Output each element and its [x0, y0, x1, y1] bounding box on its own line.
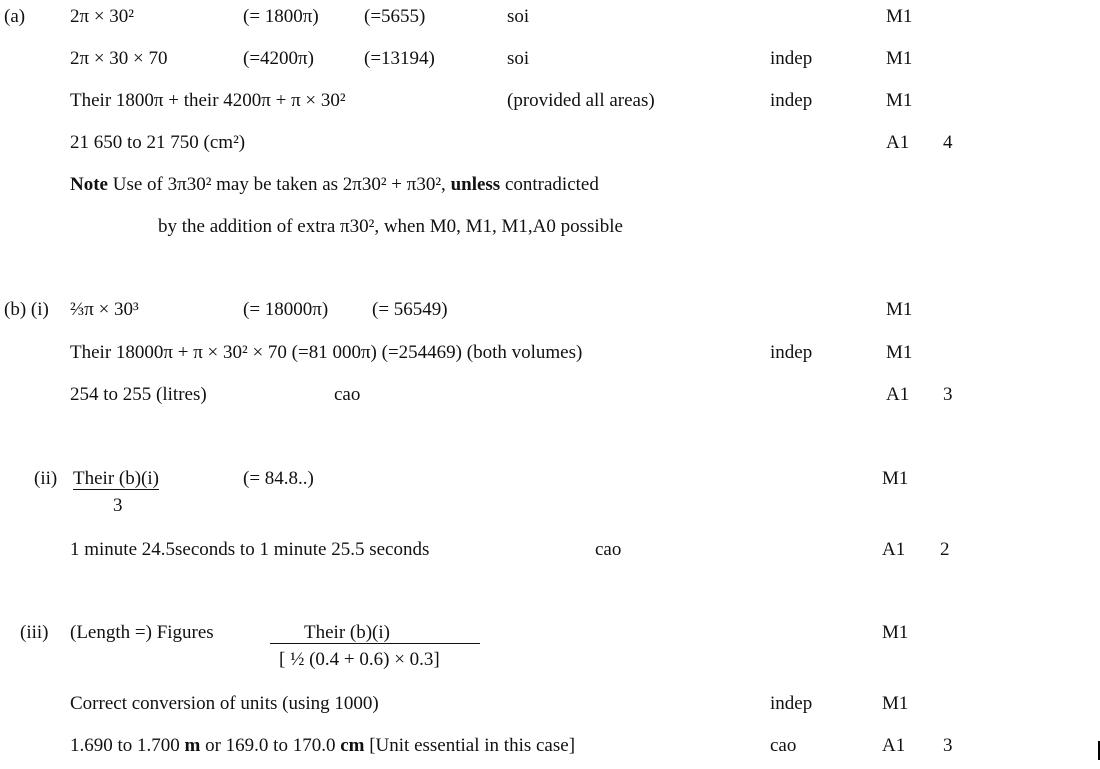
- bii-denominator: 3: [113, 495, 123, 516]
- part-a-label: (a): [4, 6, 26, 27]
- a-row1-note: soi: [507, 6, 530, 27]
- a-row2-mark: M1: [886, 48, 913, 69]
- a-row2-val2: (=13194): [364, 48, 435, 69]
- biii-row2-condition: indep: [770, 693, 813, 714]
- note-text-1: Use of 3π30² may be taken as 2π30² + π30²,: [107, 174, 451, 195]
- bii-numerator: Their (b)(i): [73, 468, 159, 489]
- bi-row2-condition: indep: [770, 342, 813, 363]
- biii-total-marks: 3: [943, 735, 953, 756]
- bii-note: cao: [595, 539, 622, 560]
- bii-total-marks: 2: [940, 539, 950, 560]
- a-note-line1: [70, 175, 599, 194]
- a-row3-expr: Their 1800π + their 4200π + π × 30²: [70, 90, 346, 111]
- a-row3-mark: M1: [886, 90, 913, 111]
- bi-row1-expr: ⅔π × 30³: [70, 299, 139, 320]
- a-row3-note: (provided all areas): [507, 90, 655, 111]
- bi-row1-mark: M1: [886, 299, 913, 320]
- a-row1-val2: (=5655): [364, 6, 426, 27]
- bii-answer-mark: A1: [882, 539, 906, 560]
- biii-row3-mark: A1: [882, 735, 906, 756]
- a-total-marks: 4: [943, 132, 953, 153]
- a-row1-val1: (= 1800π): [243, 6, 319, 27]
- unit-cm: cm: [340, 735, 365, 756]
- biii-unit-note: [Unit essential in this case]: [364, 735, 576, 756]
- unit-m: m: [184, 735, 201, 756]
- biii-denominator: [ ½ (0.4 + 0.6) × 0.3]: [279, 649, 440, 670]
- a-row2-note: soi: [507, 48, 530, 69]
- biii-range-cm: or 169.0 to 170.0: [200, 735, 341, 756]
- part-b-i-label: (b) (i): [4, 299, 49, 320]
- note-bold-unless: unless: [450, 174, 501, 195]
- bii-mark: M1: [882, 468, 909, 489]
- part-b-ii-label: (ii): [34, 468, 58, 489]
- fraction-bar: [270, 643, 480, 644]
- bi-row2-expr: Their 18000π + π × 30² × 70 (=81 000π) (=254469) (both volumes): [70, 342, 583, 363]
- bi-row2-mark: M1: [886, 342, 913, 363]
- a-row4-mark: A1: [886, 132, 910, 153]
- part-b-iii-label: (iii): [20, 622, 49, 643]
- bi-row1-val1: (= 18000π): [243, 299, 329, 320]
- biii-row3-answer: [70, 736, 575, 755]
- a-row4-answer: 21 650 to 21 750 (cm²): [70, 132, 246, 153]
- biii-row2-mark: M1: [882, 693, 909, 714]
- bii-val: (= 84.8..): [243, 468, 314, 489]
- a-note-line2: by the addition of extra π30², when M0, M1, M1,A0 possible: [158, 216, 623, 237]
- a-row1-expr: 2π × 30²: [70, 6, 135, 27]
- biii-range-m: 1.690 to 1.700: [70, 735, 185, 756]
- biii-numerator: Their (b)(i): [304, 622, 390, 643]
- biii-prefix: (Length =) Figures: [70, 622, 214, 643]
- a-row2-expr: 2π × 30 × 70: [70, 48, 168, 69]
- biii-row2-text: Correct conversion of units (using 1000): [70, 693, 379, 714]
- bi-row1-val2: (= 56549): [372, 299, 448, 320]
- note-text-2: contradicted: [500, 174, 599, 195]
- bii-answer: 1 minute 24.5seconds to 1 minute 25.5 seconds: [70, 539, 430, 560]
- bi-row3-answer: 254 to 255 (litres): [70, 384, 207, 405]
- a-row1-mark: M1: [886, 6, 913, 27]
- a-row2-val1: (=4200π): [243, 48, 314, 69]
- a-row3-condition: indep: [770, 90, 813, 111]
- bi-row3-mark: A1: [886, 384, 910, 405]
- note-bold-label: Note: [70, 174, 108, 195]
- biii-mark: M1: [882, 622, 909, 643]
- bi-row3-note: cao: [334, 384, 361, 405]
- a-row2-condition: indep: [770, 48, 813, 69]
- text-cursor: [1098, 741, 1100, 760]
- biii-row3-note: cao: [770, 735, 797, 756]
- bi-total-marks: 3: [943, 384, 953, 405]
